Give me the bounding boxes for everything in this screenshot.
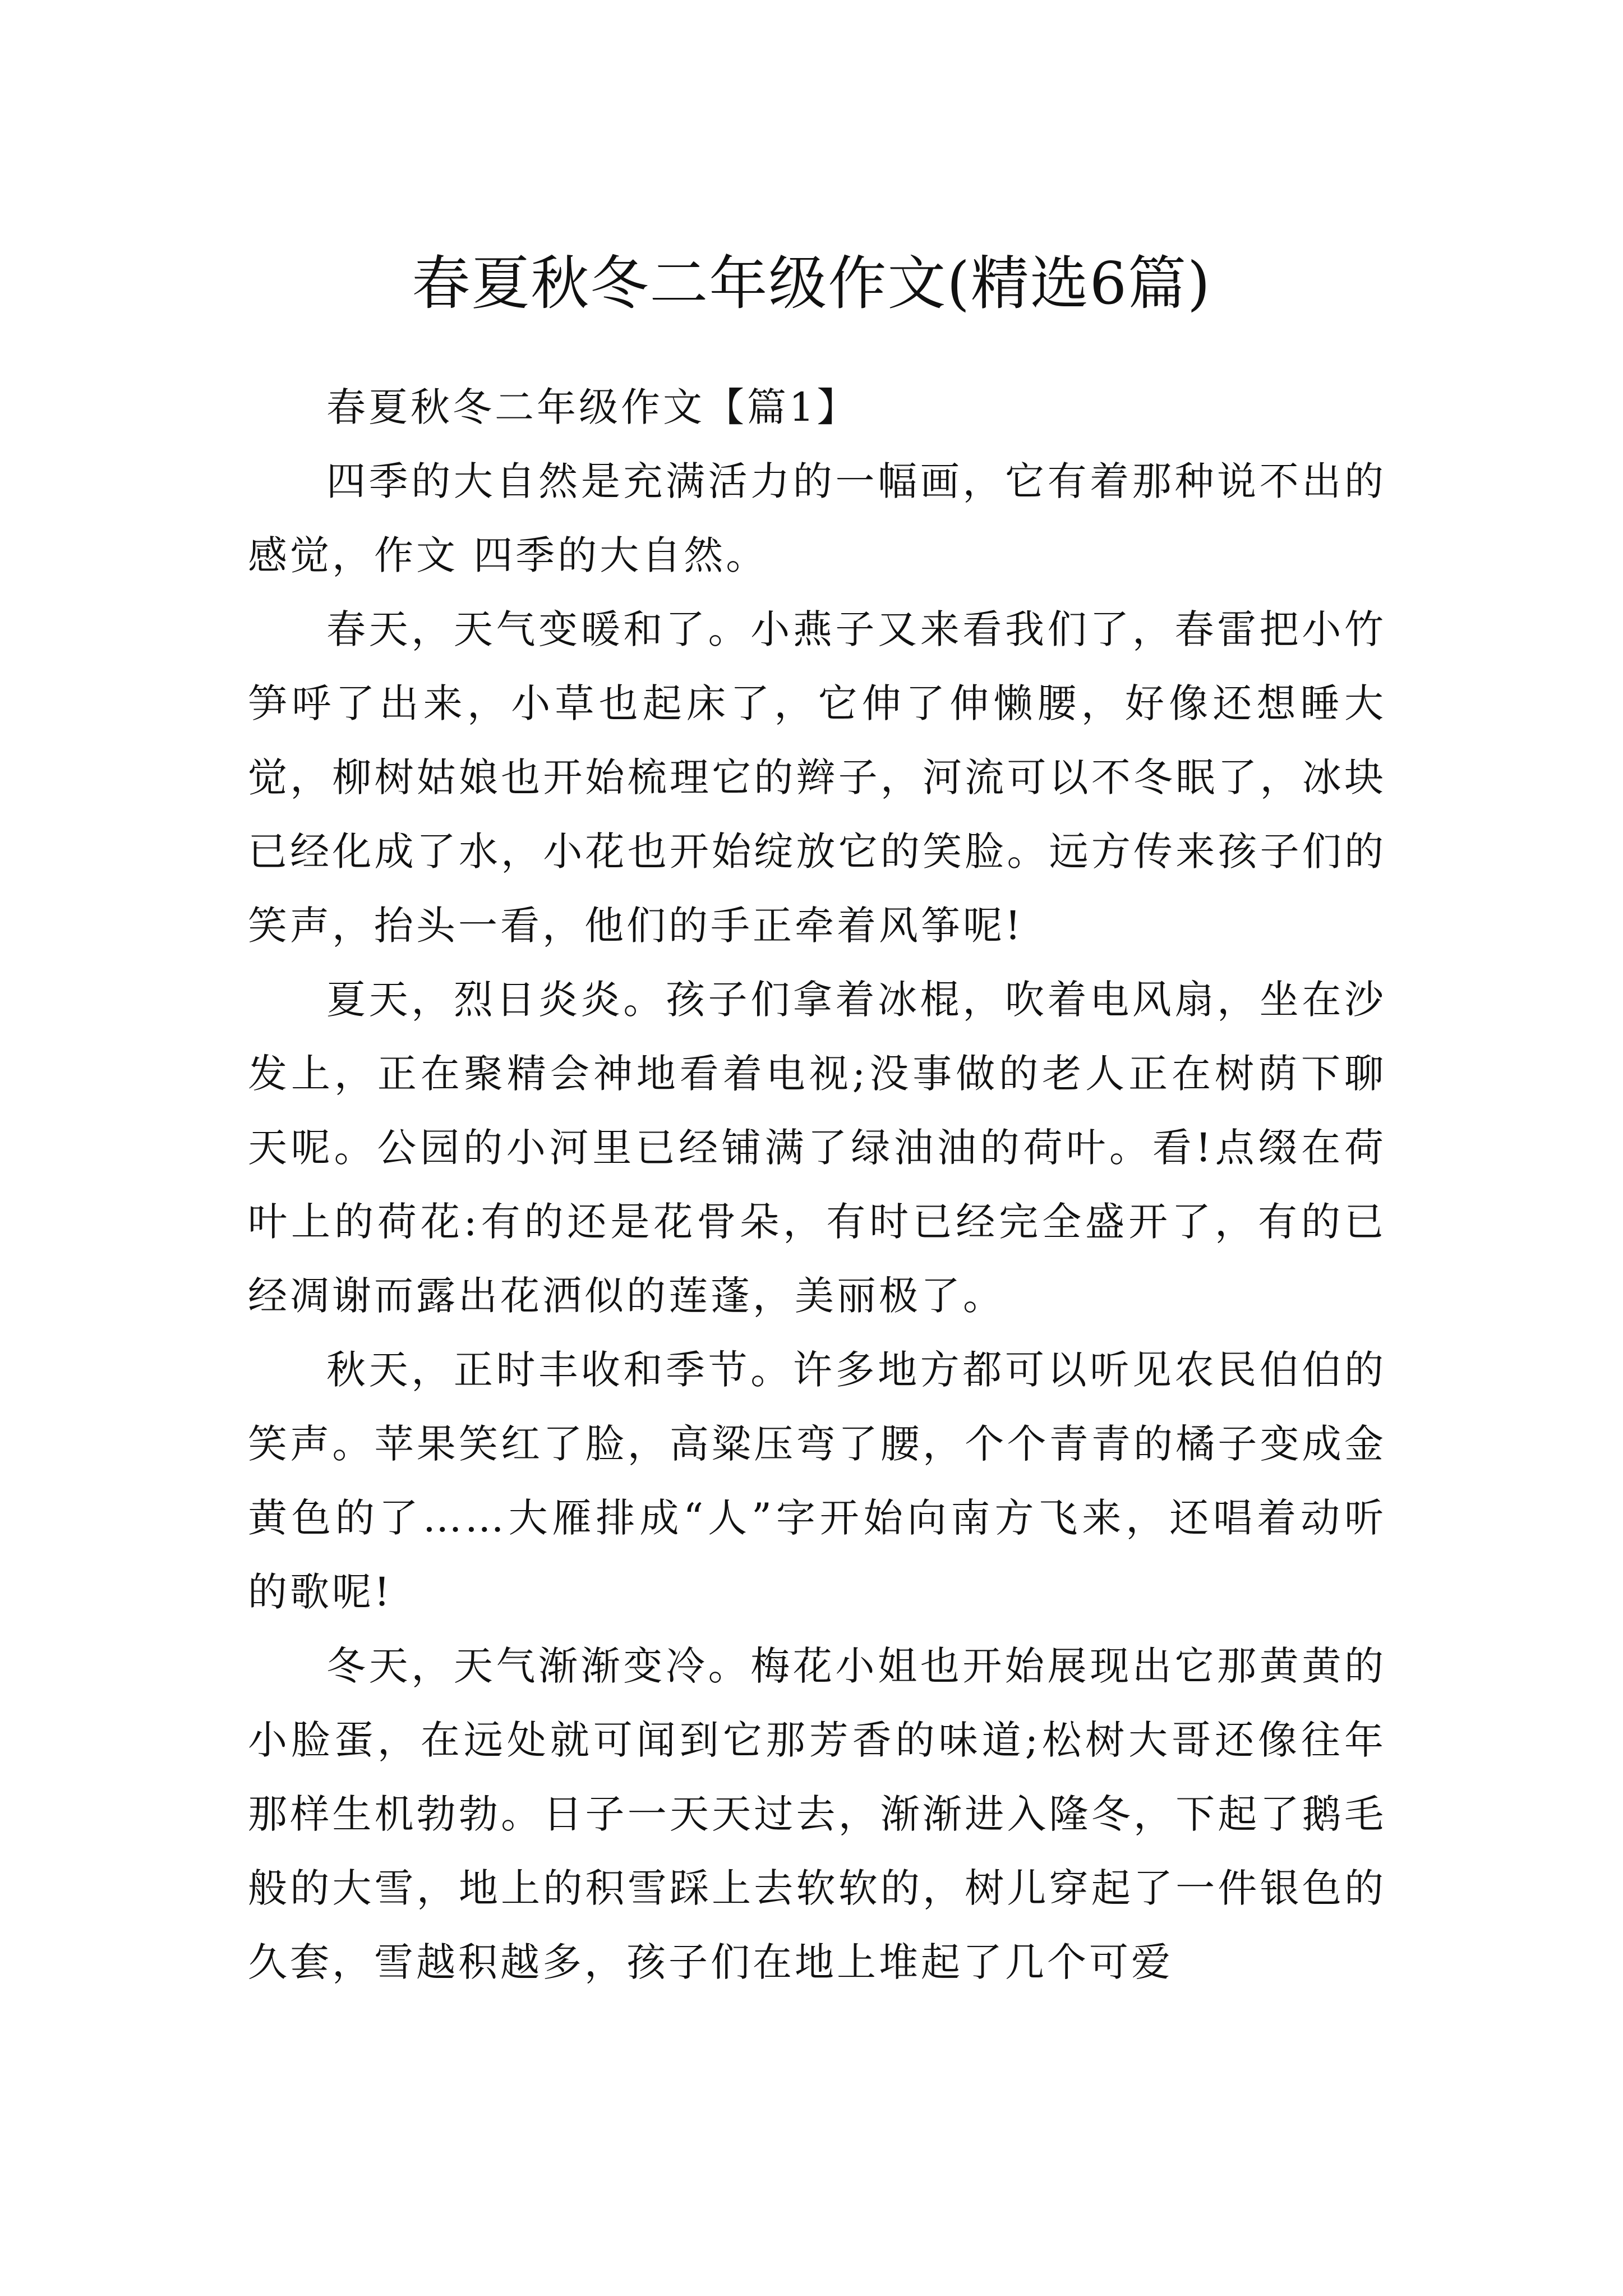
- paragraph-intro: 四季的大自然是充满活力的一幅画，它有着那种说不出的感觉，作文 四季的大自然。: [248, 458, 1386, 578]
- section-heading: 春夏秋冬二年级作文【篇1】: [326, 384, 859, 430]
- paragraph-spring: 春天，天气变暖和了。小燕子又来看我们了，春雷把小竹笋呼了出来，小草也起床了，它伸了伸懒腰，好像还想睡大觉，柳树姑娘也开始梳理它的辫子，河流可以不冬眠了，冰块已经化成了水，小花也开始绽放它的笑脸。远方传来孩子们的笑声，抬头一看，他们的手正牵着风筝呢!: [248, 606, 1386, 949]
- document-title: 春夏秋冬二年级作文(精选6篇): [412, 249, 1211, 318]
- paragraph-autumn: 秋天，正时丰收和季节。许多地方都可以听见农民伯伯的笑声。苹果笑红了脸，高粱压弯了腰，个个青青的橘子变成金黄色的了……大雁排成“人”字开始向南方飞来，还唱着动听的歌呢!: [248, 1347, 1386, 1615]
- paragraph-winter: 冬天，天气渐渐变冷。梅花小姐也开始展现出它那黄黄的小脸蛋，在远处就可闻到它那芳香的味道;松树大哥还像往年那样生机勃勃。日子一天天过去，渐渐进入隆冬，下起了鹅毛般的大雪，地上的积雪踩上去软软的，树儿穿起了一件银色的久套，雪越积越多，孩子们在地上堆起了几个可爱: [248, 1643, 1386, 1985]
- document-body: [248, 370, 1386, 1999]
- paragraph-summer: 夏天，烈日炎炎。孩子们拿着冰棍，吹着电风扇，坐在沙发上，正在聚精会神地看着电视;没事做的老人正在树荫下聊天呢。公园的小河里已经铺满了绿油油的荷叶。看!点缀在荷叶上的荷花:有的还是花骨朵，有时已经完全盛开了，有的已经凋谢而露出花洒似的莲蓬，美丽极了。: [248, 977, 1386, 1319]
